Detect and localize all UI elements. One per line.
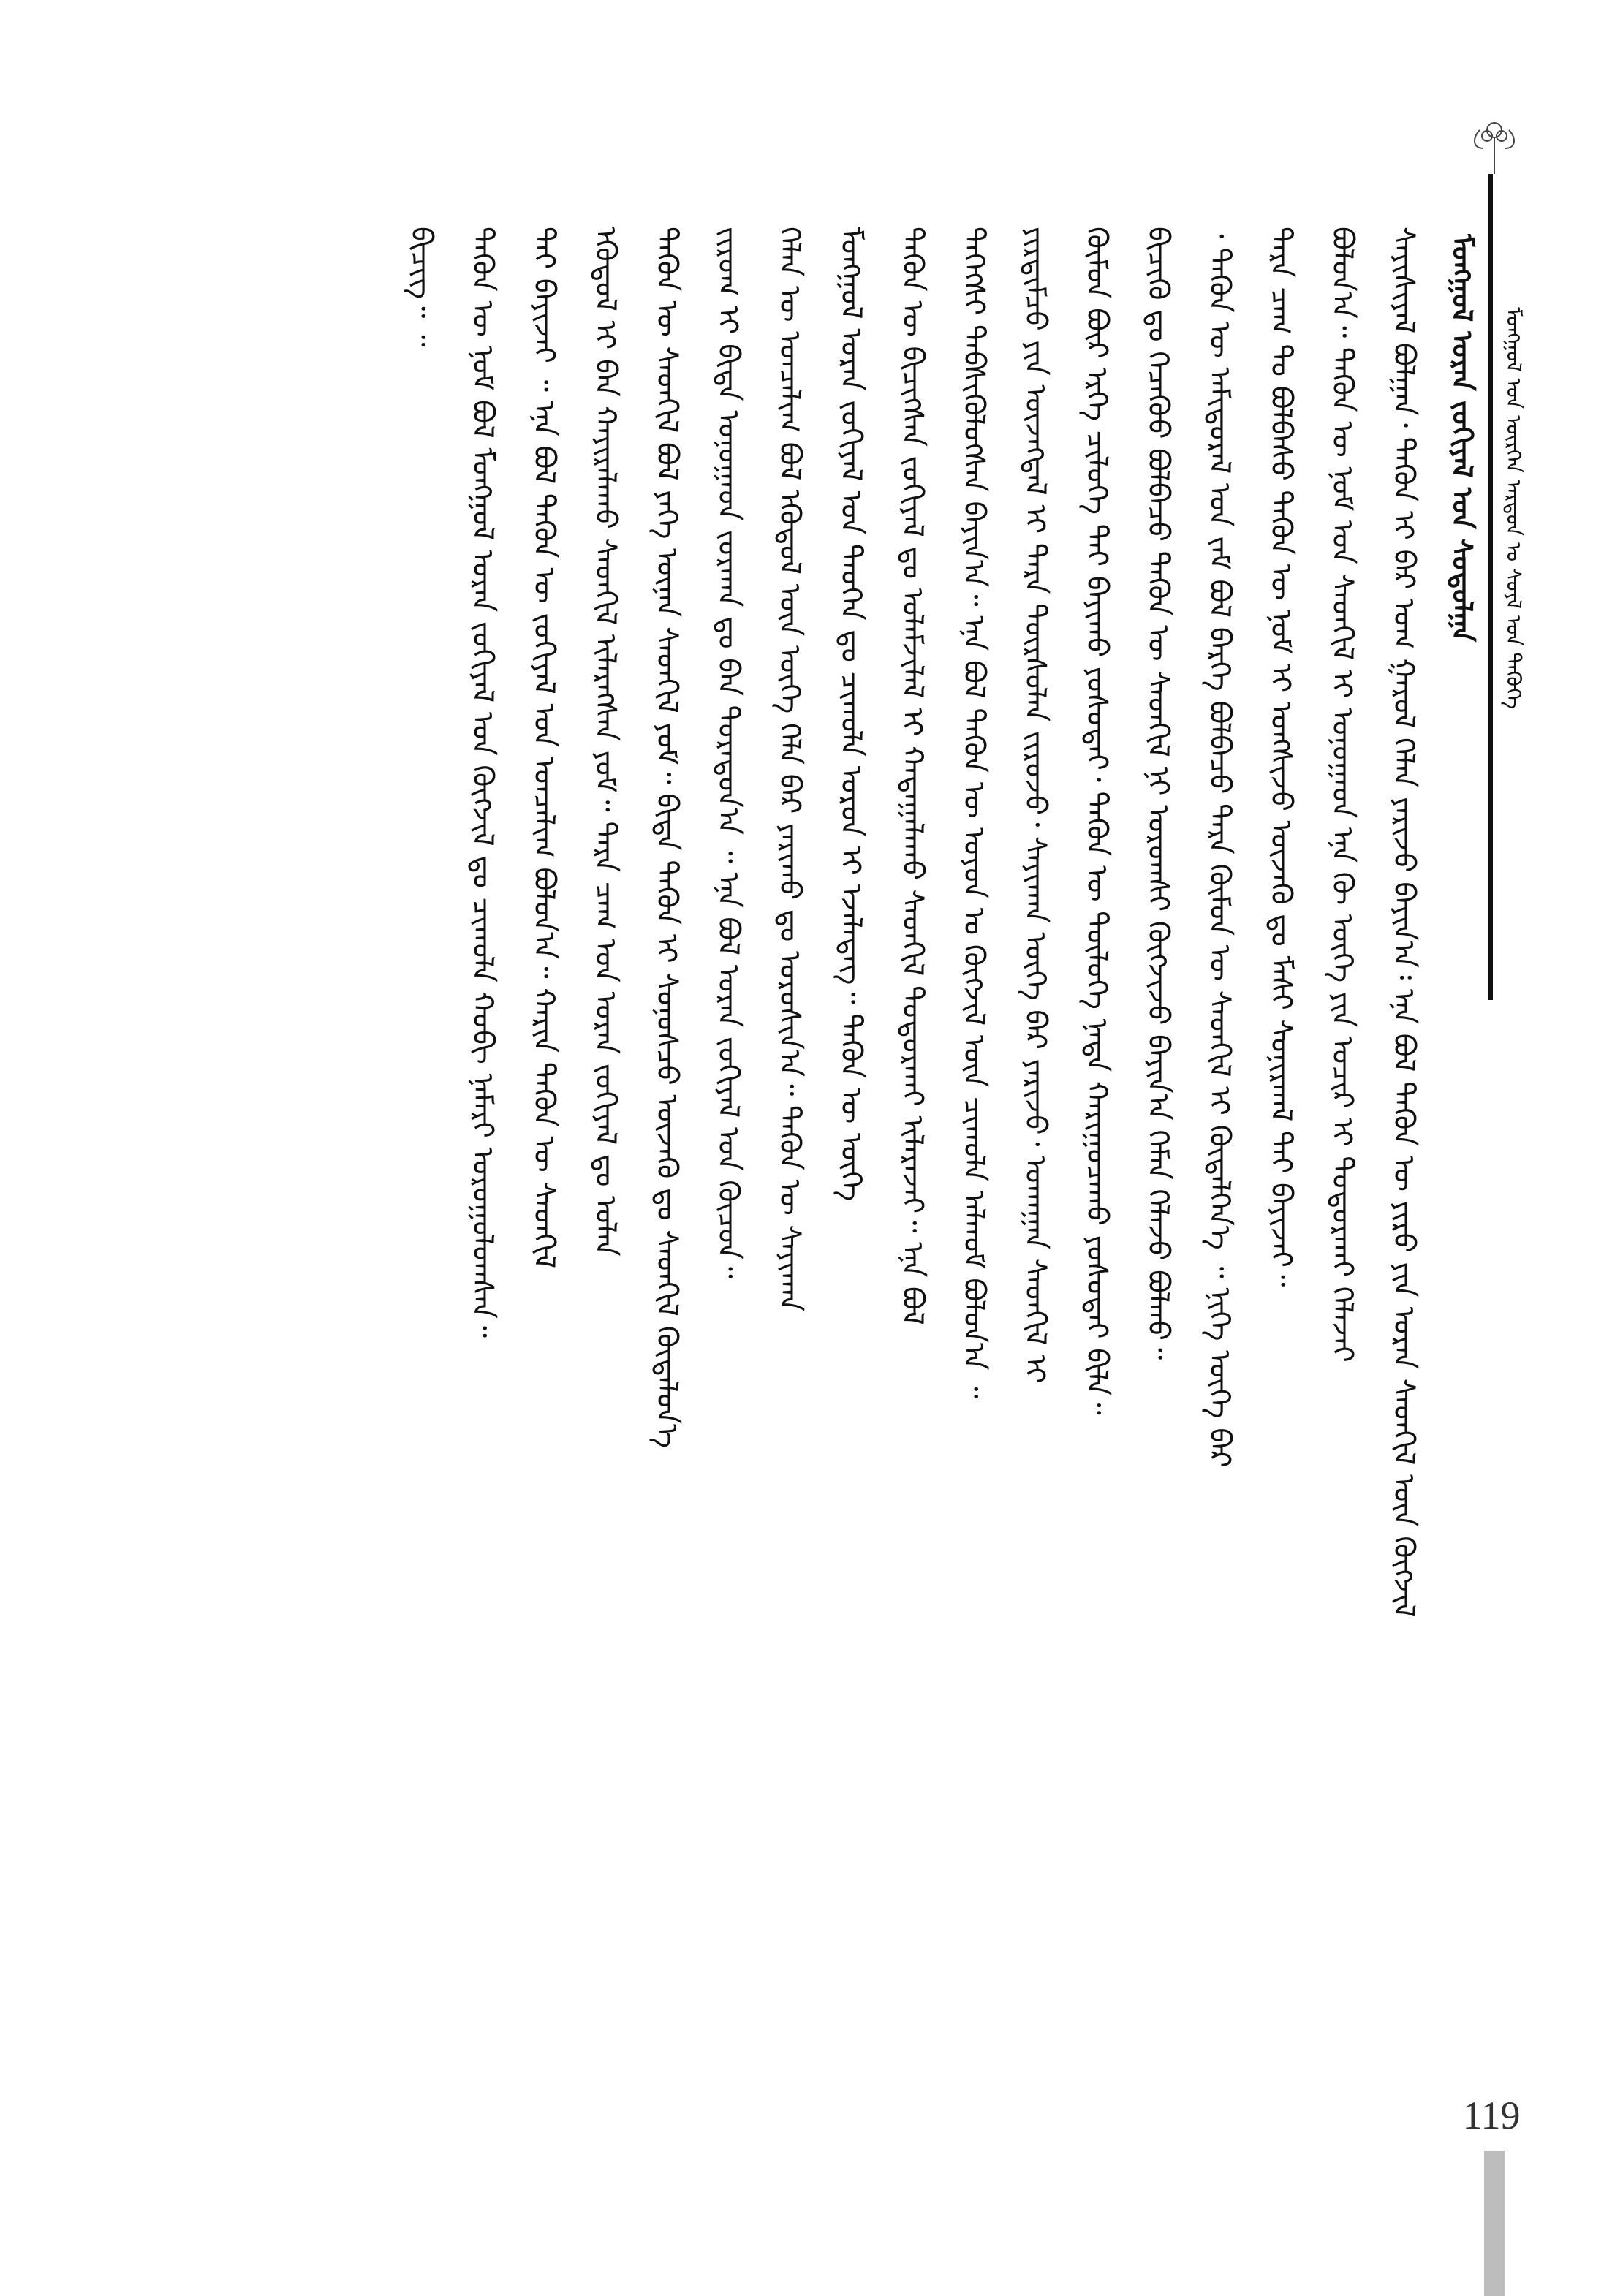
text-column: ᠰᠠᠶᠢᠰᠢᠶᠠᠯ ᠪᠣᠯᠭᠠᠨ᠂ ᠲᠡᠭᠦᠨ ᠢ ᠪᠠᠷ ᠤᠭ ᠭᠠᠷᠤᠯ ᠬᠡᠯᠡᠨ ᠶᠠᠷᠢᠵᠤ ᠪᠠᠶᠢᠨ᠎ᠠ᠄ ᠡᠨᠡ ᠪᠣᠯ ᠲᠡᠭᠦᠨ ᠦ ᠶᠢᠷᠦ ᠶᠢᠨ ᠤᠷᠠᠨ ᠰᠡᠳᠬᠢᠯ ᠦᠨ ᠬᠥᠭᠵᠢᠯ <box>1387 227 1420 1618</box>
text-column: ᠮᠣᠩᠭᠣᠯ ᠤᠷᠠᠨ ᠵᠣᠬᠢᠶᠠᠯ ᠤᠨ ᠲᠡᠦᠬᠡᠨ ᠳᠤ ᠴᠢᠬᠤᠯᠠ ᠣᠷᠣᠨ ᠢ ᠡᠵᠡᠯᠡᠳᠡᠭ᠃ ᠲᠡᠭᠦᠨ ᠦ ᠦᠭᠡ <box>834 227 868 1202</box>
text-column: ᠪᠢᠴᠢᠭ᠃ ᠃ <box>404 227 438 347</box>
text-column: ᠬᠡᠯᠡᠨ ᠦ ᠣᠨᠴᠠᠯᠢᠭ ᠪᠣᠯ ᠡᠭᠦᠳᠦᠯ ᠦᠨ ᠦᠭᠡ ᠬᠡᠯᠡ ᠪᠡᠷ ᠶᠠᠷᠢᠬᠤ ᠳᠤ ᠣᠷᠣᠰᠢᠨ᠎ᠠ᠃ ᠲᠡᠭᠦᠨ ᠦ ᠰᠠᠶᠢᠬᠠᠨ <box>773 227 806 1312</box>
body-text <box>175 227 1426 2069</box>
page-edge-tab <box>1484 2151 1505 2296</box>
text-column: ᠡᠭᠦᠳᠦᠯ ᠢ ᠪᠠᠨ ᠬᠠᠶᠢᠷᠠᠯᠠᠬᠤ ᠰᠡᠳᠬᠢᠯ ᠢᠯᠡᠷᠡᠭᠰᠡᠨ ᠶᠤᠮ᠃ ᠲᠡᠷᠡ ᠴᠠᠭ ᠤᠨ ᠤᠷᠠᠨ ᠵᠣᠬᠢᠶᠠᠯ ᠳᠤ ᠣᠯᠠᠨ <box>589 227 622 1257</box>
text-column: ᠲᠡᠭᠦᠨ ᠦ ᠨᠣᠮ ᠪᠣᠯ ᠮᠣᠩᠭᠣᠯ ᠤᠷᠠᠨ ᠵᠣᠬᠢᠶᠠᠯ ᠤᠨ ᠬᠥᠭᠵᠢᠯ ᠳᠤ ᠴᠢᠬᠤᠯᠠ ᠬᠤᠪᠢ ᠨᠡᠮᠡᠷᠢ ᠣᠷᠣᠭᠤᠯᠤᠭᠰᠠᠨ᠃ <box>466 227 499 1338</box>
text-column: ᠂ ᠲᠡᠭᠦᠨ ᠦ ᠠᠮᠢᠳᠤᠷᠠᠯ ᠤᠨ ᠵᠠᠮ ᠪᠣᠯ ᠪᠡᠷᠬᠡ ᠪᠣᠯᠪᠠᠴᠤ ᠲᠡᠷᠡ ᠬᠦᠮᠦᠨ ᠦ ᠰᠡᠳᠬᠢᠯ ᠢ ᠬᠥᠳᠡᠯᠭᠡᠨ᠎ᠡ ᠃ ᠨᠢᠭᠡ ᠦᠭᠡ ᠪᠡᠷ <box>1203 227 1236 1468</box>
header-ornament-icon <box>1465 115 1524 174</box>
text-column: ᠪᠢᠴᠢᠬᠦ ᠳᠤ ᠬᠡᠴᠡᠭᠦᠦ ᠪᠣᠯᠪᠠᠴᠤ ᠲᠡᠭᠦᠨ ᠦ ᠰᠡᠳᠬᠢᠯ ᠨᠢ ᠤᠷᠤᠭᠰᠢ ᠬᠥᠭᠵᠢᠵᠦ ᠪᠠᠶᠢᠨ᠎ᠠ ᠬᠡᠮᠡᠨ ᠬᠡᠯᠡᠵᠦ ᠪᠣᠯᠬᠤ᠃ <box>1141 227 1175 1360</box>
text-column: ᠶᠢᠷᠲᠢᠮᠴᠦ ᠶᠢᠨ ᠦᠵᠡᠭᠳᠡᠯ ᠢ ᠲᠡᠷᠡ ᠳᠦᠷᠰᠦᠯᠡᠨ ᠵᠢᠷᠤᠵᠤ᠂ ᠰᠠᠶᠢᠬᠠᠨ ᠦᠭᠡ ᠪᠡᠷ ᠶᠠᠷᠢᠵᠤ᠂ ᠤᠬᠠᠭᠠᠨ ᠰᠡᠳᠬᠢᠯ ᠢ <box>1018 227 1052 1384</box>
text-column: ᠬᠥᠮᠥᠨ ᠪᠦᠷ ᠡᠷᠬᠡ ᠴᠢᠯᠥᠭᠡ ᠲᠠᠢ ᠪᠠᠶᠢᠬᠤ ᠶᠣᠰᠤᠲᠠᠢ᠂ ᠲᠡᠭᠦᠨ ᠦ ᠲᠥᠯᠦᠭᠡ ᠨᠠᠳᠠ ᠬᠠᠷᠢᠭᠤᠴᠠᠬᠤ ᠶᠣᠰᠤᠲᠠᠢ ᠪᠢᠯᠡ᠃ <box>1080 227 1113 1415</box>
text-column: ᠪᠣᠯᠤᠨ᠎ᠠ᠃ ᠲᠡᠭᠦᠨ ᠦ ᠨᠣᠮ ᠤᠨ ᠰᠡᠳᠬᠢᠯ ᠢ ᠤᠨᠤᠭᠠᠳ ᠡᠨᠡ ᠬᠦ ᠦᠭᠡ ᠶᠢᠨ ᠤᠴᠢᠷ ᠢ ᠲᠣᠳᠤᠷᠬᠠᠢ ᠬᠡᠯᠡᠵᠡᠢ <box>1325 227 1359 1363</box>
header-rule <box>1488 174 1493 1000</box>
text-column: ᠲᠡᠭᠦᠨ ᠦ ᠪᠢᠴᠢᠭᠰᠡᠨ ᠵᠣᠬᠢᠶᠠᠯ ᠳᠤ ᠤᠯᠠᠮᠵᠢᠯᠠᠯ ᠢ ᠬᠠᠳᠠᠭᠠᠯᠠᠬᠤ ᠰᠡᠳᠬᠢᠯ ᠲᠣᠳᠤᠷᠬᠠᠢ ᠢᠯᠡᠷᠡᠵᠡᠢ᠃ ᠡᠨᠡ ᠪᠣᠯ <box>896 227 929 1325</box>
text-column: ᠲᠠᠢ ᠪᠠᠶᠢᠵᠠᠢ ᠃ ᠡᠨᠡ ᠪᠣᠯ ᠲᠡᠭᠦᠨ ᠦ ᠵᠣᠬᠢᠶᠠᠯ ᠤᠨ ᠣᠨᠴᠠᠯᠢᠭ ᠪᠣᠯᠤᠨ᠎ᠠ᠃ ᠬᠠᠷᠢᠨ ᠲᠡᠭᠦᠨ ᠦ ᠰᠡᠳᠬᠢᠯ <box>527 227 561 1269</box>
text-column: ᠲᠡᠭᠦᠨ ᠦ ᠰᠡᠳᠬᠢᠯ ᠪᠣᠯ ᠶᠡᠬᠡ ᠦᠨᠡᠨ ᠰᠡᠳᠬᠢᠯ ᠶᠤᠮ᠃ ᠪᠢᠳᠡ ᠲᠡᠭᠦᠨ ᠢ ᠰᠣᠨᠣᠰᠴᠤ ᠦᠵᠡᠬᠦ ᠳᠤ ᠰᠡᠳᠬᠢᠯ ᠬᠥᠳᠡᠯᠦᠨ᠎ᠡ <box>650 227 684 1449</box>
page-number: 119 <box>1462 2094 1521 2137</box>
running-header-title: ᠮᠣᠩᠭᠣᠯ ᠤᠷᠠᠨ ᠵᠣᠬᠢᠶᠠᠯ ᠤᠨ ᠰᠤᠳᠤᠯᠭᠠ <box>1446 234 1478 643</box>
running-header-subtitle: ᠮᠣᠩᠭᠣᠯ ᠤᠨ ᠥᠷᠭᠡᠨ ᠠᠷᠳᠤᠨ ᠤ ᠰᠤᠶᠯ ᠤᠨ ᠲᠡᠭᠦᠬᠡ <box>1502 307 1526 709</box>
text-column: ᠳᠡᠭᠡᠭᠰᠢ ᠳᠡᠪᠰᠢᠭᠦᠯᠦᠭᠰᠡᠨ ᠪᠠᠶᠢᠨ᠎ᠠ᠃ ᠡᠨᠡ ᠪᠣᠯ ᠲᠡᠭᠦᠨ ᠦ ᠣᠶᠤᠨ ᠤ ᠬᠥᠭᠵᠢᠯ ᠦᠨ ᠴᠢᠬᠤᠯᠠ ᠠᠯᠬᠤᠮ ᠪᠣᠯᠤᠨ᠎ᠠ ᠃ <box>957 227 991 1399</box>
text-column: ᠵᠢᠷᠤᠭ ᠢ ᠪᠢᠳᠡ ᠤᠨᠤᠭᠠᠳ ᠵᠤᠷᠬᠠᠨ ᠳᠤ ᠪᠠᠨ ᠳᠤᠷᠠᠳᠤᠨ᠎ᠠ ᠃ ᠡᠨᠡ ᠪᠣᠯ ᠤᠷᠠᠨ ᠵᠣᠬᠢᠶᠠᠯ ᠤᠨ ᠬᠦᠴᠦᠨ᠃ <box>711 227 745 1279</box>
text-column: ᠲᠡᠷᠡ ᠴᠠᠭ ᠲᠤ ᠪᠣᠯᠪᠠᠰᠤ ᠲᠡᠭᠦᠨ ᠦ ᠨᠣᠮ ᠢ ᠤᠩᠰᠢᠵᠤ ᠦᠵᠡᠬᠦ ᠳᠤ ᠮᠠᠰᠢ ᠰᠣᠨᠢᠷᠬᠠᠯ ᠲᠠᠢ ᠪᠠᠶᠢᠵᠠᠢ᠃ <box>1264 227 1298 1287</box>
